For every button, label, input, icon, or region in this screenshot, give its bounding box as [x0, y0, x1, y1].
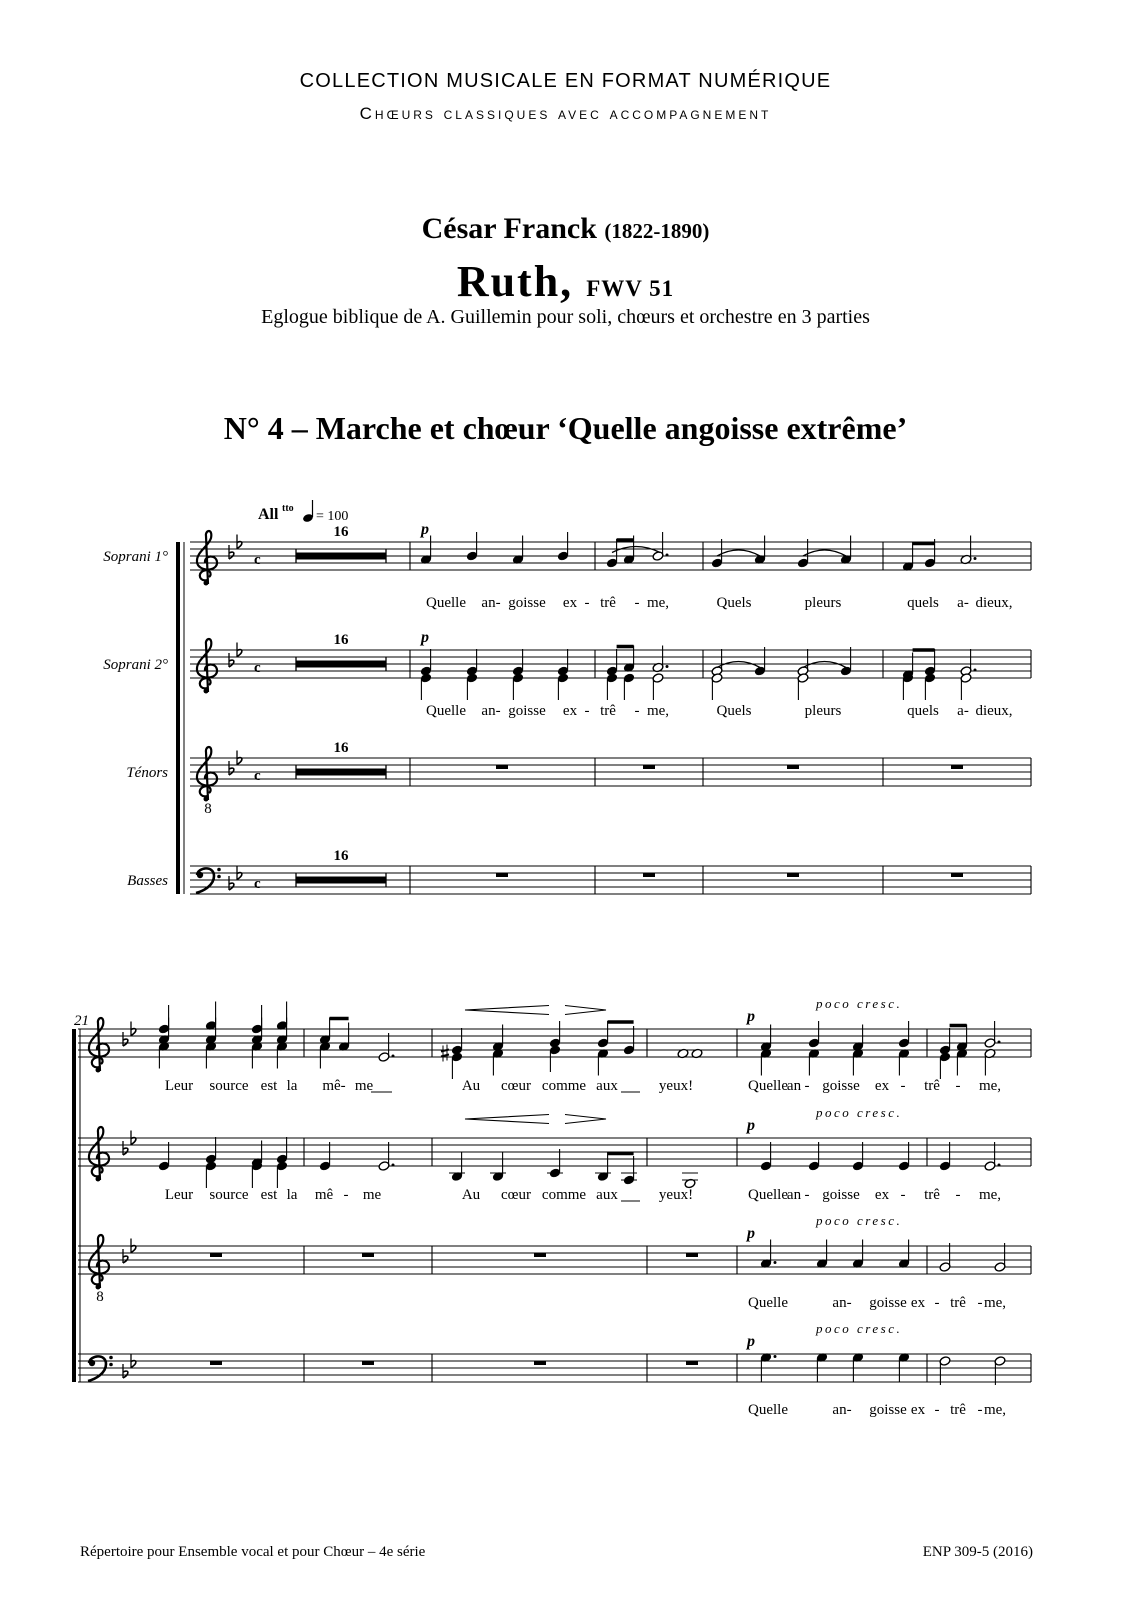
lyric-syllable: cœur	[501, 1187, 531, 1203]
decrescendo-hairpin	[565, 1006, 606, 1015]
lyric-syllable: yeux!	[658, 1078, 694, 1094]
lyric-syllable: me,	[978, 1078, 1002, 1094]
tempo-superscript: tto	[282, 503, 294, 514]
lyric-syllable: comme	[541, 1078, 587, 1094]
lyric-syllable: me,	[646, 595, 670, 611]
treble-clef-dot	[96, 1068, 101, 1073]
lyric-syllable: an-	[832, 1295, 852, 1311]
flat-icon	[123, 1032, 128, 1046]
common-time-icon: c	[254, 768, 261, 784]
flat-icon	[229, 761, 234, 775]
common-time-icon: c	[254, 552, 261, 568]
multi-measure-rest-icon	[296, 769, 386, 776]
treble-clef-dot	[204, 689, 209, 694]
note	[984, 1142, 1001, 1171]
lyric-syllable: trê	[950, 1295, 966, 1311]
note	[490, 1153, 506, 1182]
flat-icon	[131, 1354, 136, 1368]
dynamic-marking: poco cresc.	[816, 1321, 903, 1336]
lyric-syllable: an	[786, 1078, 802, 1094]
lyric-syllable: Au	[461, 1078, 481, 1094]
note	[378, 1033, 395, 1062]
part-name-4: Basses	[127, 873, 168, 889]
treble-clef-dot	[204, 581, 209, 586]
lyric-syllable: -	[900, 1078, 906, 1094]
lyric-syllable: yeux!	[658, 1187, 694, 1203]
chord	[251, 1141, 263, 1189]
note	[319, 1142, 331, 1171]
lyric-syllable: an-	[481, 703, 501, 719]
flat-icon	[131, 1022, 136, 1036]
flat-icon	[131, 1239, 136, 1253]
note	[466, 532, 478, 561]
note	[898, 1142, 910, 1171]
lyric-syllable: -	[584, 703, 590, 719]
lyric-syllable: Leur	[164, 1187, 194, 1203]
common-time-icon: c	[254, 660, 261, 676]
note	[606, 539, 618, 568]
lyric-syllable: -	[934, 1295, 940, 1311]
chord	[623, 646, 635, 701]
note	[338, 1023, 350, 1052]
note	[378, 1142, 395, 1171]
lyric-syllable: trê	[600, 703, 616, 719]
dynamic-marking: p	[747, 1333, 755, 1350]
flat-bowl	[237, 542, 242, 549]
footer-series: Répertoire pour Ensemble vocal et pour Chœur – 4e série	[80, 1544, 426, 1560]
lyric-syllable: source	[209, 1078, 249, 1094]
flat-icon	[123, 1249, 128, 1263]
bass-clef-dot	[109, 1356, 113, 1360]
part-name-1: Soprani 1°	[103, 549, 168, 565]
lyric-syllable: cœur	[501, 1078, 531, 1094]
dynamic-marking: p	[421, 629, 429, 646]
note	[898, 1240, 910, 1269]
note	[623, 1026, 635, 1055]
system-bracket	[176, 542, 180, 894]
lyric-syllable: mê-	[322, 1078, 346, 1094]
lyric-syllable: la	[286, 1187, 298, 1203]
lyric-syllable: -	[934, 1402, 940, 1418]
note	[939, 1142, 951, 1171]
lyric-syllable: mê	[314, 1187, 334, 1203]
note	[994, 1243, 1006, 1272]
flat-bowl	[131, 1246, 136, 1253]
note	[840, 536, 852, 565]
flat-icon	[237, 751, 242, 765]
note	[816, 1240, 828, 1269]
lyric-syllable: ex	[874, 1078, 890, 1094]
movement-title: N° 4 – Marche et chœur ‘Quelle angoisse extrême’	[223, 410, 908, 446]
bass-clef-path	[88, 1356, 106, 1381]
whole-rest-icon	[643, 765, 655, 769]
flat-bowl	[131, 1361, 136, 1368]
treble-clef-icon	[89, 1127, 109, 1182]
bass-clef-dot	[109, 1363, 113, 1367]
lyric-syllable: -	[634, 595, 640, 611]
lyric-syllable: Quelle	[748, 1402, 788, 1418]
work-subtitle: Eglogue biblique de A. Guillemin pour soli, chœurs et orchestre en 3 parties	[261, 306, 870, 328]
lyric-syllable: -	[584, 595, 590, 611]
note	[205, 1002, 217, 1031]
lyric-syllable: source	[209, 1187, 249, 1203]
dynamic-marking: p	[421, 521, 429, 538]
flat-icon	[123, 1141, 128, 1155]
dynamic-marking: poco cresc.	[816, 996, 903, 1011]
flat-icon	[229, 876, 234, 890]
bass-clef-dot	[217, 868, 221, 872]
whole-rest-icon	[686, 1361, 698, 1365]
note	[852, 1142, 864, 1171]
flat-bowl	[237, 873, 242, 880]
flat-icon	[123, 1364, 128, 1378]
lyric-syllable: me	[362, 1187, 382, 1203]
crescendo-hairpin	[465, 1115, 549, 1124]
flat-icon	[237, 866, 242, 880]
note	[547, 1149, 563, 1178]
note	[939, 1243, 951, 1272]
lyric-syllable: Quelle	[748, 1078, 788, 1094]
note	[816, 1352, 828, 1381]
lyric-syllable: -	[977, 1402, 983, 1418]
lyric-syllable: goisse	[822, 1187, 860, 1203]
note	[754, 536, 766, 565]
lyric-syllable: goisse	[869, 1295, 907, 1311]
lyric-syllable: a-	[957, 595, 969, 611]
lyric-syllable: goisse	[508, 703, 546, 719]
flat-bowl	[237, 758, 242, 765]
lyric-syllable: an-	[832, 1402, 852, 1418]
whole-rest-icon	[951, 765, 963, 769]
tempo-marking	[258, 500, 348, 524]
lyric-syllable: quels	[907, 703, 939, 719]
note	[760, 1240, 777, 1269]
treble-clef-path	[89, 1018, 109, 1071]
multi-measure-rest-icon	[296, 877, 386, 884]
octave-marker-icon: 8	[96, 1289, 104, 1305]
whole-rest-icon	[951, 873, 963, 877]
lyric-syllable: ex	[874, 1187, 890, 1203]
common-time-icon: c	[254, 876, 261, 892]
lyric-syllable: me	[354, 1078, 374, 1094]
system-1	[103, 521, 1031, 894]
lyric-syllable: ex	[562, 595, 578, 611]
series-line-1: COLLECTION MUSICALE EN FORMAT NUMÉRIQUE	[299, 70, 832, 92]
whole-rest-icon	[643, 873, 655, 877]
augmentation-dot	[774, 1355, 777, 1358]
note	[420, 536, 432, 565]
whole-rest-icon	[787, 765, 799, 769]
whole-rest-icon	[362, 1253, 374, 1257]
part-name-2: Soprani 2°	[103, 657, 168, 673]
multi-rest-count: 16	[333, 632, 349, 648]
note	[595, 1153, 611, 1182]
lyric-syllable: pleurs	[804, 595, 842, 611]
whole-rest-icon	[210, 1361, 222, 1365]
whole-rest-icon	[210, 1253, 222, 1257]
lyric-syllable: me,	[646, 703, 670, 719]
lyric-syllable: me,	[983, 1295, 1007, 1311]
dynamic-marking: p	[747, 1117, 755, 1134]
composer-dates: (1822-1890)	[604, 219, 710, 243]
lyric-syllable: -	[634, 703, 640, 719]
augmentation-dot	[774, 1261, 777, 1264]
multi-rest-count: 16	[333, 740, 349, 756]
note	[512, 536, 524, 565]
lyric-syllable: -	[977, 1295, 983, 1311]
treble-clef-dot	[96, 1177, 101, 1182]
treble-clef-path	[197, 531, 217, 584]
lyric-syllable: quels	[907, 595, 939, 611]
note	[158, 1005, 170, 1034]
slur	[717, 550, 760, 556]
flat-icon	[237, 535, 242, 549]
flat-icon	[237, 643, 242, 657]
whole-rest-icon	[534, 1253, 546, 1257]
lyric-syllable: -	[955, 1187, 961, 1203]
lyric-syllable: a-	[957, 703, 969, 719]
lyric-syllable: goisse	[508, 595, 546, 611]
lyric-syllable: -	[804, 1078, 810, 1094]
lyric-syllable: est	[260, 1187, 278, 1203]
work-catalog: FWV 51	[586, 276, 675, 301]
dynamic-marking: p	[747, 1225, 755, 1242]
lyric-syllable: an-	[481, 595, 501, 611]
lyric-syllable: aux	[596, 1187, 618, 1203]
augmentation-dot	[998, 1041, 1001, 1044]
augmentation-dot	[392, 1164, 395, 1167]
composer-name: César Franck	[421, 212, 597, 245]
treble-clef-icon	[197, 531, 217, 586]
lyric-syllable: -	[900, 1187, 906, 1203]
chord	[652, 646, 669, 701]
flat-bowl	[131, 1138, 136, 1145]
lyric-syllable: trê	[924, 1078, 940, 1094]
note	[760, 1142, 772, 1171]
note	[960, 536, 977, 565]
lyric-syllable: Quelle	[748, 1187, 788, 1203]
lyric-syllable: aux	[596, 1078, 618, 1094]
note	[621, 1156, 637, 1185]
note	[557, 532, 569, 561]
note	[251, 1005, 263, 1034]
whole-rest-icon	[362, 1361, 374, 1365]
lyric-syllable: me,	[983, 1402, 1007, 1418]
note	[158, 1142, 170, 1171]
lyric-syllable: dieux,	[975, 703, 1013, 719]
bass-clef-path	[196, 868, 214, 893]
multi-measure-rest-icon	[296, 553, 386, 560]
system-2	[72, 996, 1031, 1418]
lyric-syllable: est	[260, 1078, 278, 1094]
lyric-syllable: -	[343, 1187, 349, 1203]
chord	[902, 653, 914, 701]
whole-rest-icon	[787, 873, 799, 877]
flat-icon	[131, 1131, 136, 1145]
augmentation-dot	[666, 554, 669, 557]
whole-rest-icon	[686, 1253, 698, 1257]
multi-rest-count: 16	[333, 848, 349, 864]
augmentation-dot	[666, 665, 669, 668]
dynamic-marking: poco cresc.	[816, 1105, 903, 1120]
lyric-syllable: trê	[600, 595, 616, 611]
tempo-value: = 100	[316, 509, 349, 524]
whole-rest-icon	[534, 1361, 546, 1365]
lyric-syllable: la	[286, 1078, 298, 1094]
lyric-syllable: Quels	[716, 595, 752, 611]
bass-clef-dot	[217, 875, 221, 879]
decrescendo-hairpin	[565, 1115, 606, 1124]
system-bracket	[72, 1029, 76, 1382]
treble-clef-path	[89, 1127, 109, 1180]
flat-icon	[229, 653, 234, 667]
lyric-syllable: ex	[910, 1402, 926, 1418]
treble-clef-path	[197, 747, 217, 800]
part-name-3: Ténors	[126, 765, 168, 781]
tempo-text: All	[258, 506, 279, 523]
whole-rest-icon	[496, 765, 508, 769]
note	[276, 1002, 288, 1031]
note	[898, 1352, 910, 1381]
lyric-syllable: -	[955, 1078, 961, 1094]
lyric-syllable: Leur	[164, 1078, 194, 1094]
whole-rest-icon	[496, 873, 508, 877]
treble-clef-path	[197, 639, 217, 692]
multi-rest-count: 16	[333, 524, 349, 540]
dynamic-marking: poco cresc.	[816, 1213, 903, 1228]
footer-catalog: ENP 309-5 (2016)	[922, 1544, 1033, 1560]
slur	[803, 550, 846, 556]
lyric-syllable: pleurs	[804, 703, 842, 719]
lyric-syllable: Au	[461, 1187, 481, 1203]
note	[840, 647, 852, 676]
augmentation-dot	[998, 1164, 1001, 1167]
bass-clef-head	[89, 1360, 95, 1366]
lyric-syllable: -	[804, 1187, 810, 1203]
note	[760, 1352, 777, 1381]
multi-measure-rest-icon	[296, 661, 386, 668]
lyric-syllable: an	[786, 1187, 802, 1203]
treble-clef-path	[89, 1235, 109, 1288]
lyric-syllable: me,	[978, 1187, 1002, 1203]
note	[852, 1352, 864, 1381]
lyric-syllable: trê	[950, 1402, 966, 1418]
sharp-line	[441, 1055, 449, 1057]
flat-bowl	[237, 650, 242, 657]
work-title: Ruth,	[456, 257, 574, 306]
lyric-syllable: Quels	[716, 703, 752, 719]
augmentation-dot	[974, 557, 977, 560]
series-line-2: Chœurs classiques avec accompagnement	[359, 104, 772, 123]
note	[939, 1356, 951, 1385]
lyric-syllable: ex	[562, 703, 578, 719]
note	[994, 1356, 1006, 1385]
note	[808, 1142, 820, 1171]
note	[852, 1240, 864, 1269]
lyric-syllable: Quelle	[748, 1295, 788, 1311]
measure-number: 21	[74, 1013, 89, 1029]
note	[652, 532, 669, 561]
flat-bowl	[131, 1029, 136, 1036]
lyric-syllable: Quelle	[426, 595, 466, 611]
lyric-syllable: dieux,	[975, 595, 1013, 611]
note	[754, 647, 766, 676]
lyric-syllable: ex	[910, 1295, 926, 1311]
flat-icon	[229, 545, 234, 559]
note	[902, 543, 914, 572]
treble-clef-icon	[197, 639, 217, 694]
sharp-icon	[441, 1045, 449, 1062]
dynamic-marking: p	[747, 1008, 755, 1025]
lyric-syllable: comme	[541, 1187, 587, 1203]
crescendo-hairpin	[465, 1006, 549, 1015]
octave-marker-icon: 8	[204, 801, 212, 817]
augmentation-dot	[392, 1055, 395, 1058]
augmentation-dot	[974, 669, 977, 672]
lyric-syllable: Quelle	[426, 703, 466, 719]
lyric-syllable: goisse	[822, 1078, 860, 1094]
note	[449, 1153, 465, 1182]
treble-clef-icon	[89, 1018, 109, 1073]
lyric-syllable: trê	[924, 1187, 940, 1203]
bass-clef-head	[197, 872, 203, 878]
lyric-syllable: goisse	[869, 1402, 907, 1418]
